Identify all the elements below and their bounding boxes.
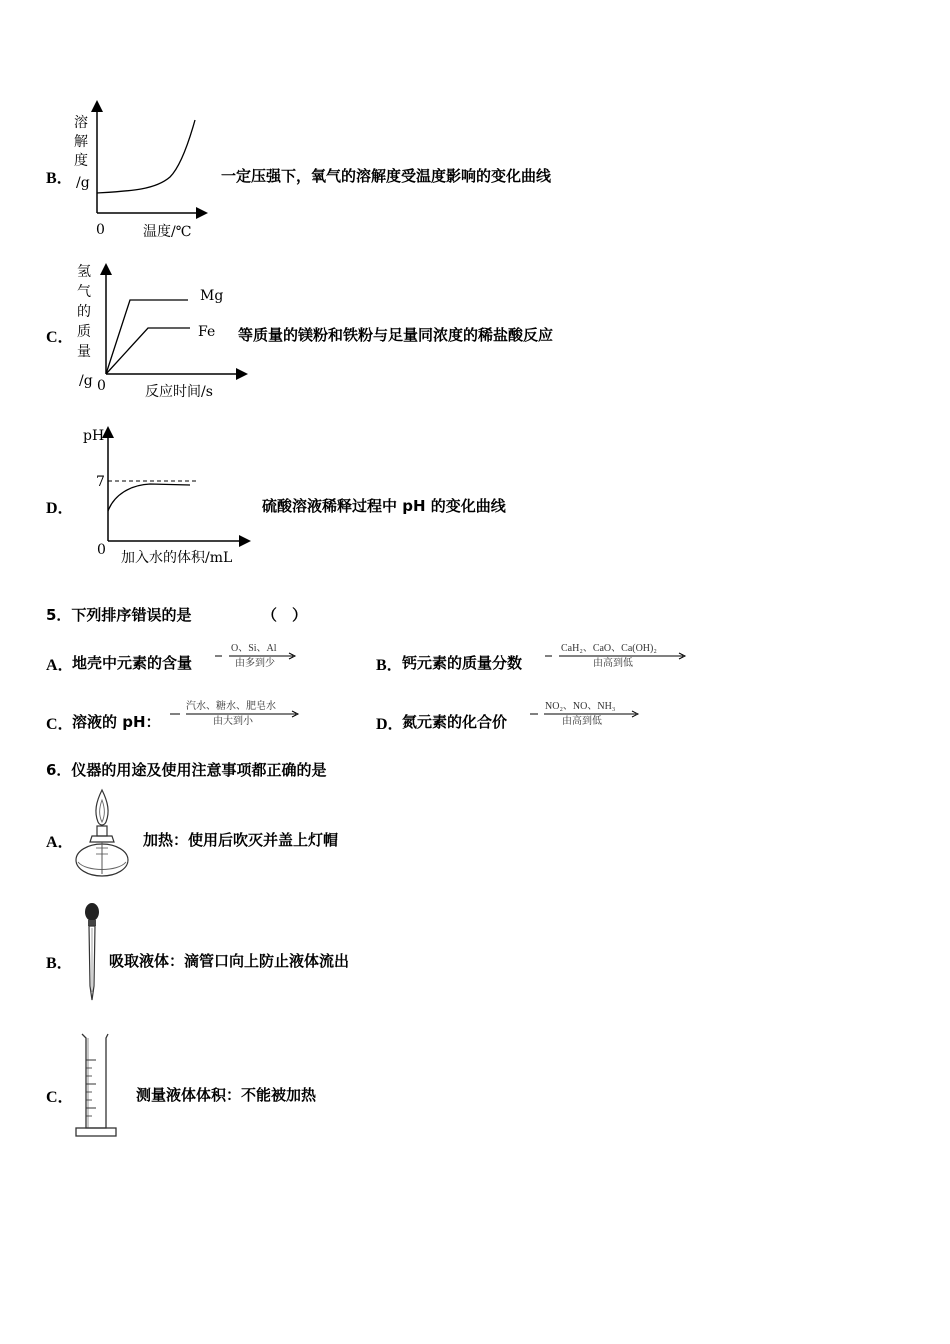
option-letter: C． <box>46 1089 74 1106</box>
question-title: 5．下列排序错误的是 <box>46 606 192 624</box>
ph-graph <box>78 425 258 570</box>
option-description: 硫酸溶液稀释过程中 pH 的变化曲线 <box>262 497 506 515</box>
order-arrow <box>168 698 308 728</box>
order-arrow <box>543 640 693 670</box>
answer-paren: （ ） <box>262 606 308 624</box>
origin-label: 0 <box>96 222 105 238</box>
arrow-top-text: O、Si、Al <box>231 643 277 654</box>
option-text: 溶液的 pH： <box>72 713 161 731</box>
option-text: 氮元素的化合价 <box>402 713 508 731</box>
option-text: 测量液体体积：不能被加热 <box>136 1086 317 1104</box>
arrow-top-text: CaH₂、CaO、Ca(OH)₂ <box>561 643 657 654</box>
x-label: 反应时间/s <box>145 384 213 400</box>
x-label: 加入水的体积/mL <box>121 550 233 566</box>
arrow-bottom-text: 由大到小 <box>213 716 253 727</box>
hydrogen-mass-graph <box>60 258 240 403</box>
y-label-char: 气 <box>77 284 91 300</box>
option-letter: B． <box>376 657 403 674</box>
option-text: 钙元素的质量分数 <box>402 654 523 672</box>
option-text: 地壳中元素的含量 <box>72 654 193 672</box>
y-label-char: 氢 <box>77 264 91 280</box>
tick-label-7: 7 <box>96 474 105 490</box>
option-letter: A． <box>46 834 74 851</box>
option-letter: C． <box>46 329 74 346</box>
y-label-char: 质 <box>77 324 91 340</box>
option-letter: B． <box>46 955 73 972</box>
option-letter: C． <box>46 716 74 733</box>
origin-label: 0 <box>97 378 106 394</box>
arrow-top-text: NO₂、NO、NH₃ <box>545 701 616 712</box>
y-label-char: 度 <box>74 153 88 169</box>
option-text: 吸取液体：滴管口向上防止液体流出 <box>109 952 350 970</box>
measuring-cylinder-icon <box>72 1030 122 1142</box>
option-letter: A． <box>46 657 74 674</box>
option-letter: D． <box>376 716 404 733</box>
arrow-bottom-text: 由多到少 <box>235 658 275 669</box>
series-label-mg: Mg <box>200 288 224 304</box>
y-label-char: 溶 <box>74 115 88 131</box>
x-label: 温度/℃ <box>143 224 192 240</box>
option-letter: D． <box>46 500 74 517</box>
y-label-char: /g <box>79 373 93 389</box>
dropper-icon <box>80 902 104 1002</box>
order-arrow <box>213 640 303 670</box>
series-label-fe: Fe <box>198 324 216 340</box>
y-label: pH <box>83 428 105 444</box>
option-description: 一定压强下，氧气的溶解度受温度影响的变化曲线 <box>221 167 552 185</box>
option-text: 加热：使用后吹灭并盖上灯帽 <box>143 831 339 849</box>
option-letter: B． <box>46 170 73 187</box>
order-arrow <box>528 698 648 728</box>
question-title: 6．仪器的用途及使用注意事项都正确的是 <box>46 761 327 779</box>
ph-curve <box>108 484 190 511</box>
y-label-char: 量 <box>77 344 91 360</box>
mg-line <box>106 300 188 374</box>
y-label-char: 解 <box>74 134 88 150</box>
arrow-bottom-text: 由高到低 <box>593 658 633 669</box>
y-label-char: /g <box>76 175 90 191</box>
solubility-curve <box>97 120 195 193</box>
solubility-graph <box>60 95 220 245</box>
alcohol-lamp-icon <box>72 788 132 880</box>
arrow-top-text: 汽水、糖水、肥皂水 <box>186 701 276 712</box>
arrow-bottom-text: 由高到低 <box>562 716 602 727</box>
option-description: 等质量的镁粉和铁粉与足量同浓度的稀盐酸反应 <box>238 326 554 344</box>
origin-label: 0 <box>97 542 106 558</box>
y-label-char: 的 <box>77 304 91 320</box>
